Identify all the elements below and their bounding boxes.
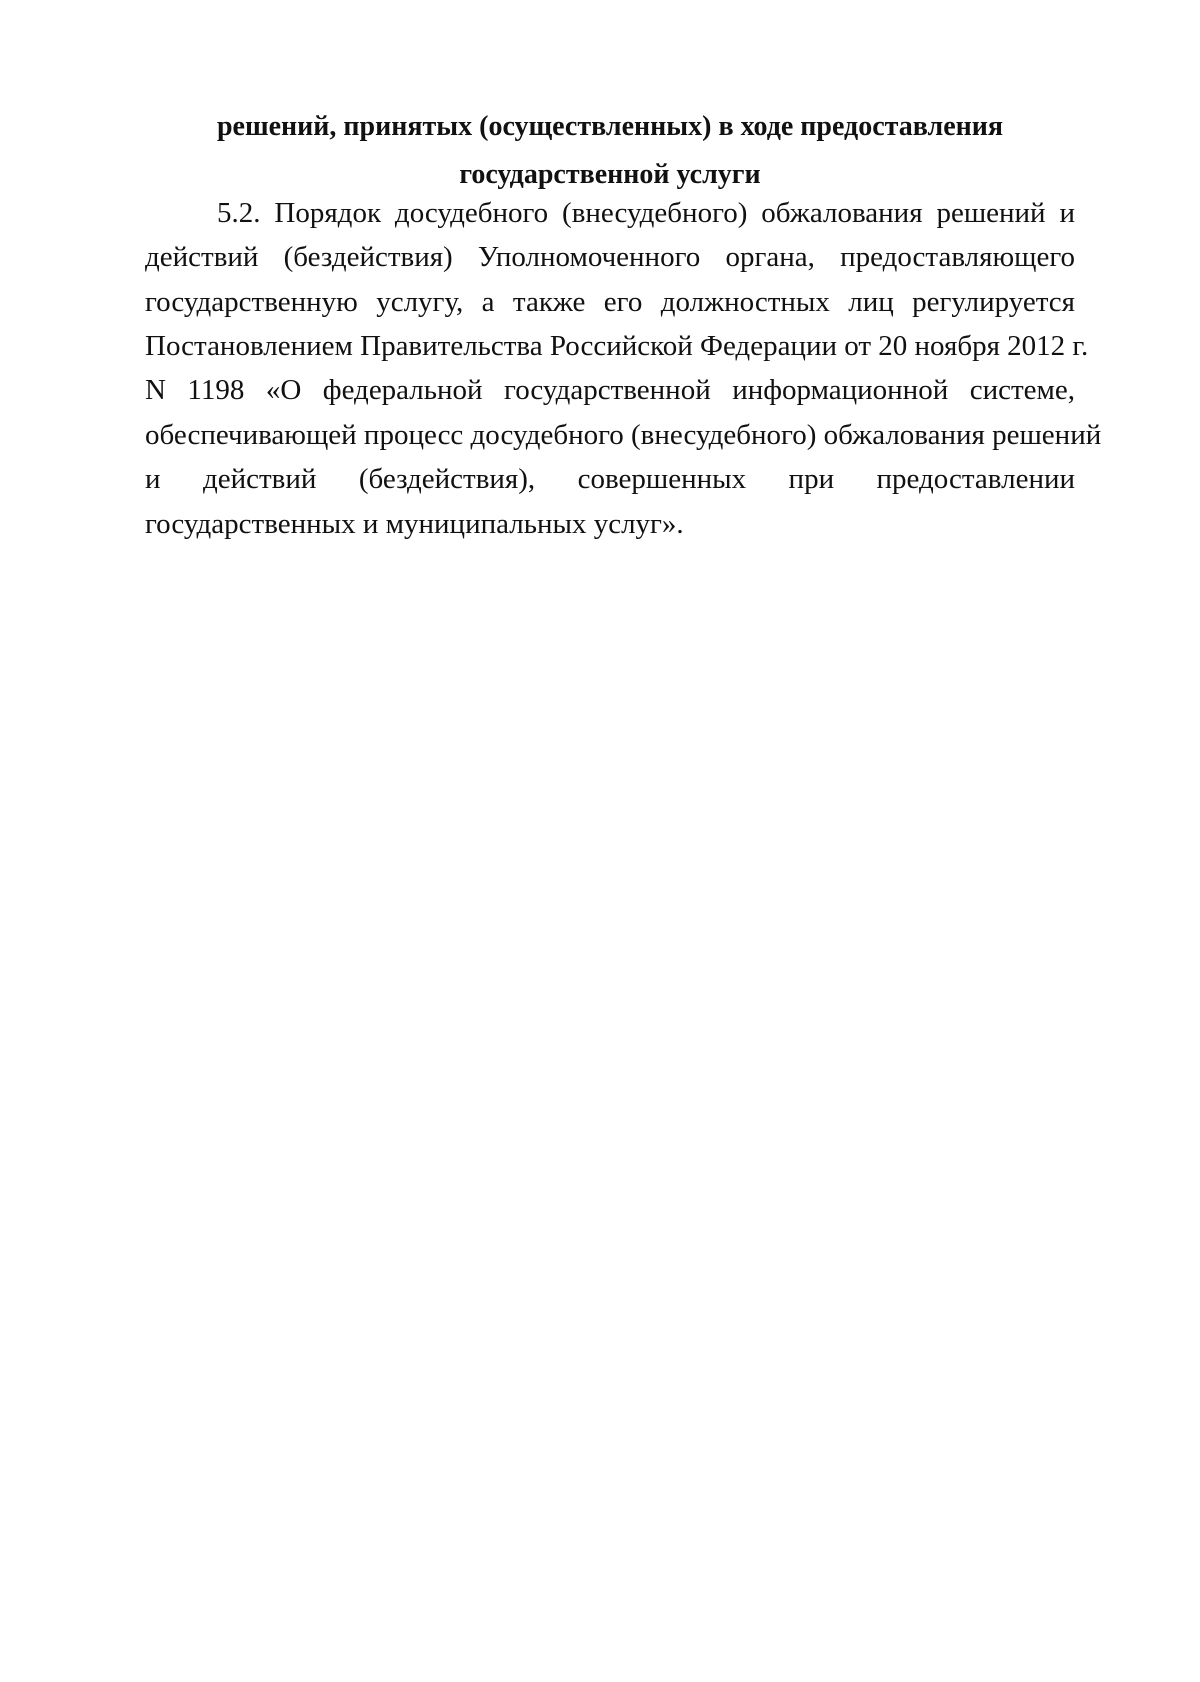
paragraph-line-7: и действий (бездействия), совершенных при предоставлении — [145, 463, 1075, 495]
paragraph-line-5: N 1198 «О федеральной государственной информационной системе, — [145, 374, 1075, 406]
paragraph-line-4: Постановлением Правительства Российской Федерации от 20 ноября 2012 г. — [145, 330, 1089, 362]
paragraph-line-6: обеспечивающей процесс досудебного (внесудебного) обжалования решений — [145, 419, 1102, 451]
paragraph-line-8: государственных и муниципальных услуг». — [145, 508, 684, 540]
section-heading-line-2: государственной услуги — [459, 159, 761, 190]
paragraph-line-1: 5.2. Порядок досудебного (внесудебного) обжалования решений и — [217, 197, 1075, 229]
paragraph-line-2: действий (бездействия) Уполномоченного органа, предоставляющего — [145, 241, 1075, 273]
section-heading-line-1: решений, принятых (осуществленных) в ходе предоставления — [216, 111, 1004, 142]
paragraph-line-3: государственную услугу, а также его должностных лиц регулируется — [145, 286, 1075, 318]
